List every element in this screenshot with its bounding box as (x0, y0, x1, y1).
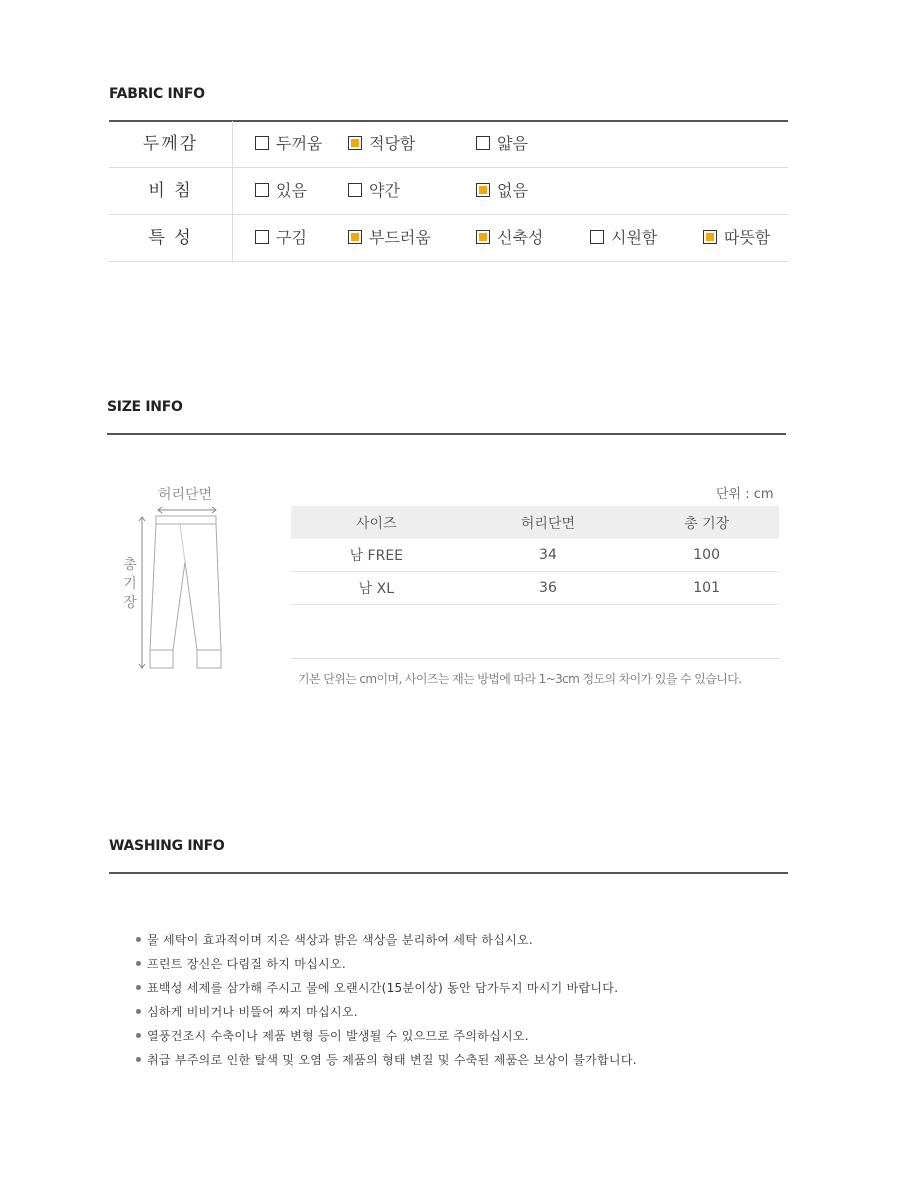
cell-waist: 34 (462, 539, 635, 572)
fabric-table (109, 121, 788, 262)
list-item: 물 세탁이 효과적이며 지은 색상과 밝은 색상을 분리하여 세탁 하십시오. (136, 930, 637, 954)
fabric-option: 신축성 (476, 229, 543, 247)
pants-diagram (135, 500, 235, 675)
unit-label: 단위 : cm (716, 487, 774, 502)
bullet-icon (136, 1057, 141, 1062)
fabric-option: 적당함 (348, 135, 415, 153)
table-row (291, 572, 779, 605)
checkbox-checked-icon (476, 230, 490, 244)
bullet-icon (136, 961, 141, 966)
washing-info-title: WASHING INFO (109, 838, 225, 854)
fabric-option: 따뜻함 (703, 229, 770, 247)
bullet-icon (136, 1033, 141, 1038)
fabric-option: 얇음 (476, 135, 528, 153)
fabric-option: 구김 (255, 229, 307, 247)
checkbox-checked-icon (348, 136, 362, 150)
checkbox-checked-icon (348, 230, 362, 244)
fabric-row-label: 두께감 (109, 121, 233, 167)
fabric-row-features (109, 215, 788, 262)
washing-divider (109, 872, 788, 874)
size-divider (107, 433, 786, 435)
list-item: 취급 부주의로 인한 탈색 및 오염 등 제품의 형태 변질 및 수축된 제품은 보상이 불가합니다. (136, 1050, 637, 1074)
fabric-option: 두꺼움 (255, 135, 322, 153)
cell-size: 남 FREE (291, 539, 462, 572)
size-note: 기본 단위는 cm이며, 사이즈는 재는 방법에 따라 1~3cm 정도의 차이가 있을 수 있습니다. (298, 672, 742, 686)
bullet-icon (136, 937, 141, 942)
header-waist: 허리단면 (462, 506, 635, 539)
list-item: 심하게 비비거나 비뜰어 짜지 마십시오. (136, 1002, 637, 1026)
checkbox-unchecked-icon (348, 183, 362, 197)
checkbox-unchecked-icon (590, 230, 604, 244)
checkbox-checked-icon (703, 230, 717, 244)
cell-size: 남 XL (291, 572, 462, 605)
header-size: 사이즈 (291, 506, 462, 539)
length-label: 총 기 장 (123, 557, 137, 611)
fabric-option: 약간 (348, 182, 400, 200)
fabric-option: 없음 (476, 182, 528, 200)
cell-length: 101 (634, 572, 779, 605)
washing-list (136, 930, 637, 1074)
fabric-option: 시원함 (590, 229, 657, 247)
note-divider (291, 658, 779, 659)
checkbox-unchecked-icon (476, 136, 490, 150)
fabric-info-title: FABRIC INFO (109, 86, 205, 102)
checkbox-checked-icon (476, 183, 490, 197)
size-table-header (291, 506, 779, 539)
waist-label: 허리단면 (158, 487, 213, 503)
cell-length: 100 (634, 539, 779, 572)
table-row (291, 539, 779, 572)
checkbox-unchecked-icon (255, 230, 269, 244)
bullet-icon (136, 985, 141, 990)
header-length: 총 기장 (634, 506, 779, 539)
fabric-option: 있음 (255, 182, 307, 200)
size-table (291, 506, 779, 605)
fabric-row-label: 특 성 (109, 215, 233, 261)
checkbox-unchecked-icon (255, 183, 269, 197)
checkbox-unchecked-icon (255, 136, 269, 150)
fabric-row-thickness (109, 121, 788, 168)
list-item: 프린트 장신은 다림질 하지 마십시오. (136, 954, 637, 978)
fabric-option: 부드러움 (348, 229, 431, 247)
fabric-row-label: 비 침 (109, 168, 233, 214)
size-info-title: SIZE INFO (107, 399, 183, 415)
cell-waist: 36 (462, 572, 635, 605)
fabric-row-sheerness (109, 168, 788, 215)
list-item: 표백성 세제를 삼가해 주시고 물에 오랜시간(15분이상) 동안 담가두지 마시기 바랍니다. (136, 978, 637, 1002)
list-item: 열풍건조시 수축이나 제품 변형 등이 발생될 수 있으므로 주의하십시오. (136, 1026, 637, 1050)
bullet-icon (136, 1009, 141, 1014)
